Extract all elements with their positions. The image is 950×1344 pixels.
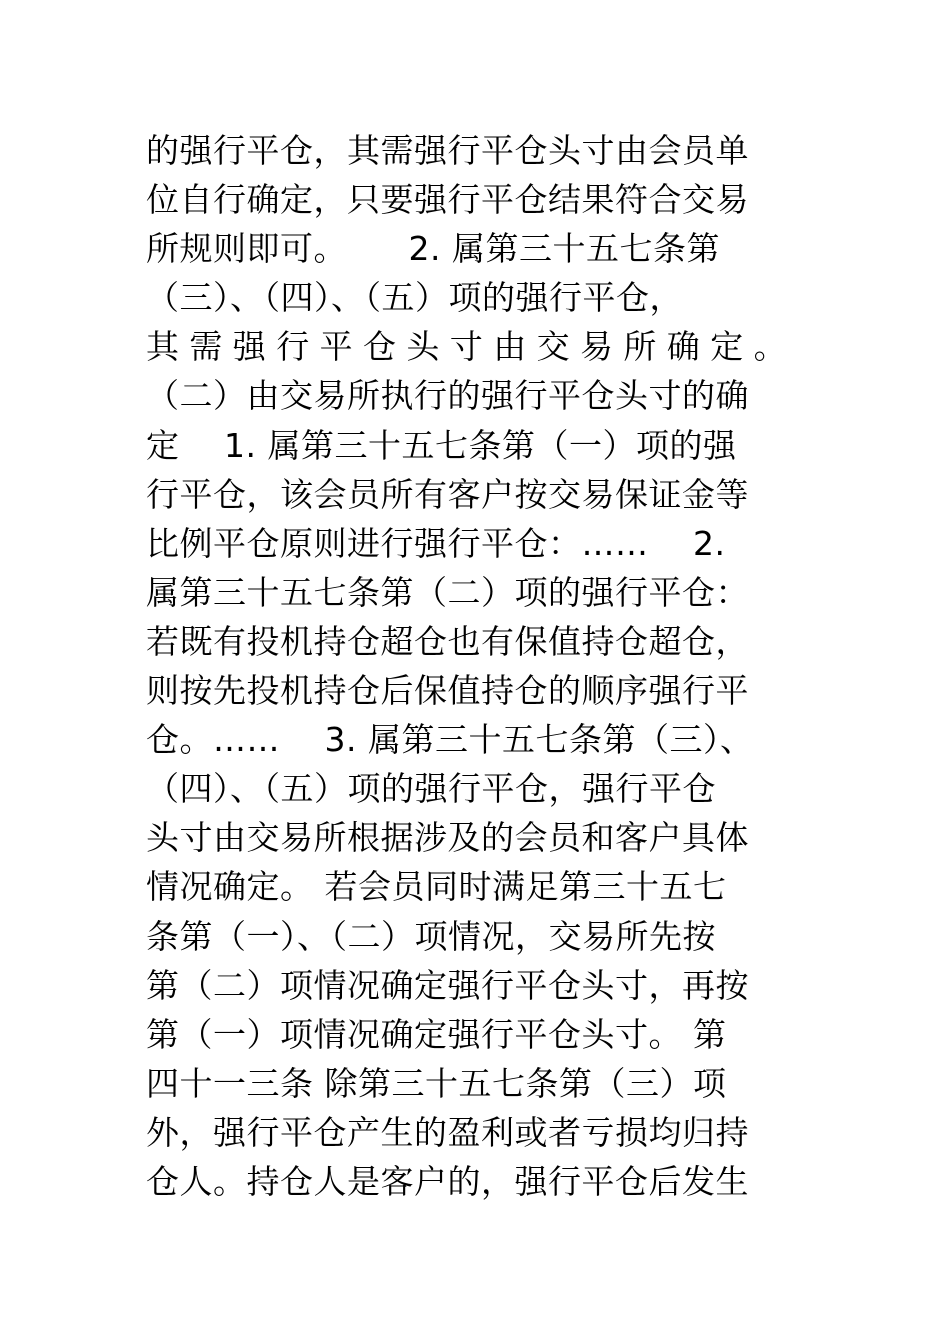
text-line: 位自行确定，只要强行平仓结果符合交易	[146, 180, 749, 220]
text-line: 情况确定。 若会员同时满足第三十五七	[146, 867, 727, 907]
text-line: 属第三十五七条第（二）项的强行平仓：	[146, 572, 749, 612]
text-line: 的强行平仓，其需强行平仓头寸由会员单	[146, 131, 749, 170]
text-line: 比例平仓原则进行强行平仓：…… 2.	[146, 523, 726, 563]
text-line: 其需强行平仓头寸由交易所确定。	[146, 327, 797, 367]
text-line: 四十一三条 除第三十五七条第（三）项	[146, 1063, 727, 1103]
text-line: 仓人。持仓人是客户的，强行平仓后发生	[146, 1161, 749, 1201]
text-line: （二）由交易所执行的强行平仓头寸的确	[146, 376, 749, 416]
text-line: （三）、（四）、（五）项的强行平仓，	[146, 278, 683, 318]
text-line: 第（一）项情况确定强行平仓头寸。 第	[146, 1014, 727, 1054]
text-line: 仓。…… 3. 属第三十五七条第（三）、	[146, 720, 754, 760]
text-line: 条第（一）、（二）项情况，交易所先按	[146, 916, 716, 956]
body-text	[146, 126, 846, 1206]
text-line: 外，强行平仓产生的盈利或者亏损均归持	[146, 1112, 749, 1152]
text-line: 行平仓，该会员所有客户按交易保证金等	[146, 474, 749, 514]
text-line: 第（二）项情况确定强行平仓头寸，再按	[146, 965, 749, 1005]
text-line: 定 1. 属第三十五七条第（一）项的强	[146, 425, 737, 465]
text-line: （四）、（五）项的强行平仓，强行平仓	[146, 769, 716, 809]
text-line: 则按先投机持仓后保值持仓的顺序强行平	[146, 671, 749, 711]
text-line: 所规则即可。 2. 属第三十五七条第	[146, 229, 720, 269]
text-line: 若既有投机持仓超仓也有保值持仓超仓，	[146, 621, 749, 661]
text-line: 头寸由交易所根据涉及的会员和客户具体	[146, 818, 749, 858]
